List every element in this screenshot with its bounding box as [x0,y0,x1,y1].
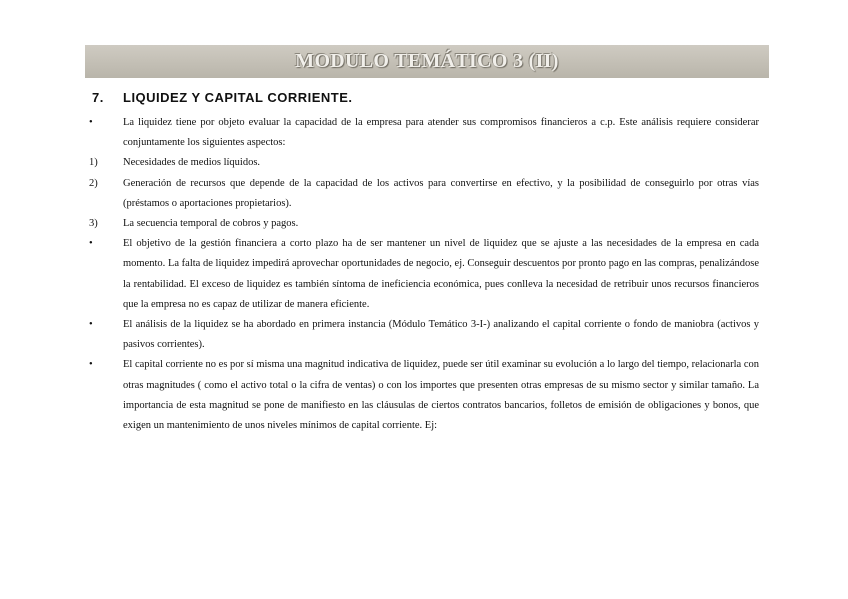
section-title: LIQUIDEZ Y CAPITAL CORRIENTE. [123,90,353,105]
paragraph-text: El capital corriente no es por sí misma una magnitud indicativa de liquidez, puede ser útil examinar su evolución a lo largo del tiempo, relacionarla con otras magnitudes ( como el activo total o la cifra de ventas) o con los importes que presenten otras empresas de su mismo sector y similar tamaño. La importancia de esta magnitud se pone de manifiesto en las cláusulas de ciertos contratos bancarios, folletos de emisión de obligaciones y bonos, que exigen un mantenimiento de unos niveles mínimos de capital corriente. Ej: [123,359,759,432]
list-item [89,355,759,436]
list-item [89,214,759,234]
bullet-marker: • [89,319,93,331]
title-banner [85,45,769,78]
body-content [89,113,759,436]
list-item [89,174,759,214]
number-marker: 2) [89,177,98,189]
paragraph-text: Necesidades de medios líquidos. [123,157,261,169]
paragraph-text: La secuencia temporal de cobros y pagos. [123,218,299,230]
list-item [89,315,759,355]
bullet-marker: • [89,238,93,250]
list-item [89,234,759,315]
paragraph-text: La liquidez tiene por objeto evaluar la capacidad de la empresa para atender sus compromisos financieros a c.p. Este análisis requiere considerar conjuntamente los siguientes aspectos: [123,117,759,149]
paragraph-text: El análisis de la liquidez se ha abordado en primera instancia (Módulo Temático 3-I-) analizando el capital corriente o fondo de maniobra (activos y pasivos corrientes). [123,319,759,351]
bullet-marker: • [89,117,93,128]
list-item [89,113,759,153]
bullet-marker: • [89,359,93,371]
number-marker: 3) [89,218,98,230]
number-marker: 1) [89,157,98,169]
paragraph-text: Generación de recursos que depende de la capacidad de los activos para convertirse en efectivo, y la posibilidad de conseguirlo por otras vías (préstamos o aportaciones propietarios). [123,177,759,209]
paragraph-text: El objetivo de la gestión financiera a corto plazo ha de ser mantener un nivel de liquidez que se ajuste a las necesidades de la empresa en cada momento. La falta de liquidez impedirá aprovechar oportunidades de negocio, ej. Conseguir descuentos por pronto pago en las compras, penalizándose la rentabilidad. El exceso de liquidez es también síntoma de ineficiencia económica, pues conlleva la necesidad de retribuir unos recursos financieros que la empresa no es capaz de utilizar de manera eficiente. [123,238,759,310]
section-heading [92,90,353,105]
page-title: MODULO TEMÁTICO 3 (II) [295,50,559,72]
list-item [89,153,759,173]
section-number: 7. [92,90,104,105]
